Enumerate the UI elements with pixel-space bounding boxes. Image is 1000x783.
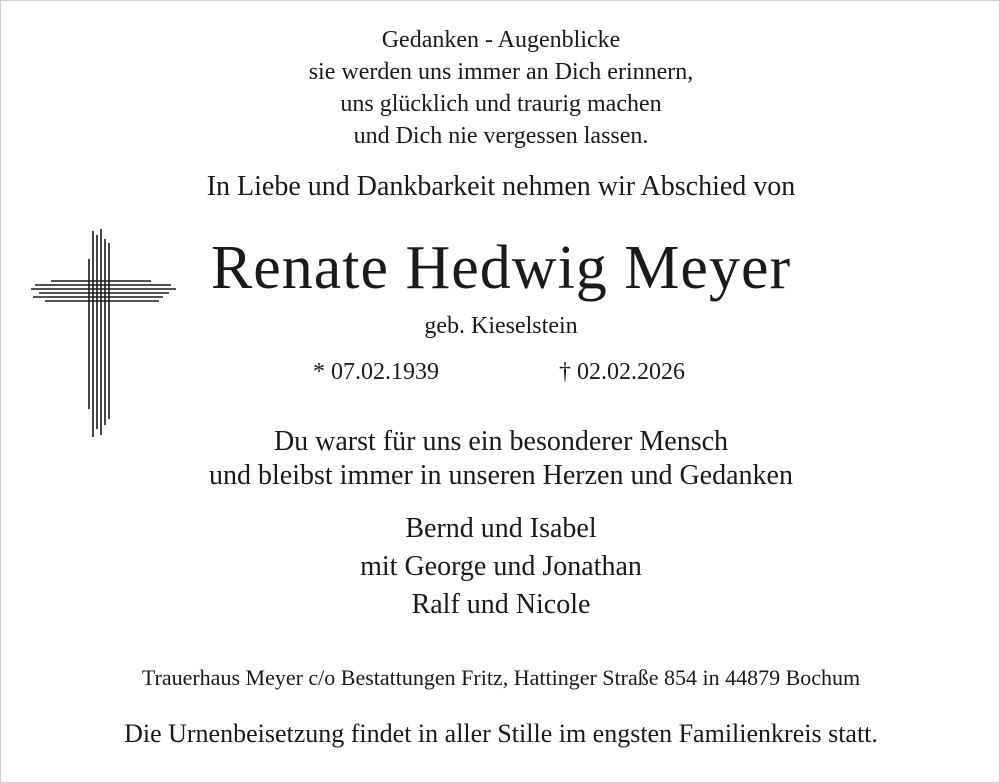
family-line-1: Bernd und Isabel bbox=[405, 513, 597, 544]
mourning-address: Trauerhaus Meyer c/o Bestattungen Fritz, Hattinger Straße 854 in 44879 Bochum bbox=[141, 665, 861, 690]
birth-date: * 07.02.1939 bbox=[313, 359, 439, 385]
poem-line-2: sie werden uns immer an Dich erinnern, bbox=[308, 59, 694, 85]
tribute-line-2: und bleibst immer in unseren Herzen und Gedanken bbox=[209, 460, 793, 491]
family-line-3: Ralf und Nicole bbox=[411, 589, 591, 620]
poem-line-3: uns glücklich und traurig machen bbox=[340, 91, 662, 117]
deceased-name: Renate Hedwig Meyer bbox=[210, 234, 792, 302]
death-date: † 02.02.2026 bbox=[559, 359, 685, 385]
burial-notice: Die Urnenbeisetzung findet in aller Stille im engsten Familienkreis statt. bbox=[124, 719, 878, 748]
poem-line-4: und Dich nie vergessen lassen. bbox=[353, 123, 649, 149]
poem-line-1: Gedanken - Augenblicke bbox=[381, 27, 621, 53]
tribute-line-1: Du warst für uns ein besonderer Mensch bbox=[273, 426, 729, 457]
maiden-name: geb. Kieselstein bbox=[424, 313, 578, 339]
family-line-2: mit George und Jonathan bbox=[360, 551, 642, 582]
farewell-intro: In Liebe und Dankbarkeit nehmen wir Abschied von bbox=[206, 171, 796, 202]
